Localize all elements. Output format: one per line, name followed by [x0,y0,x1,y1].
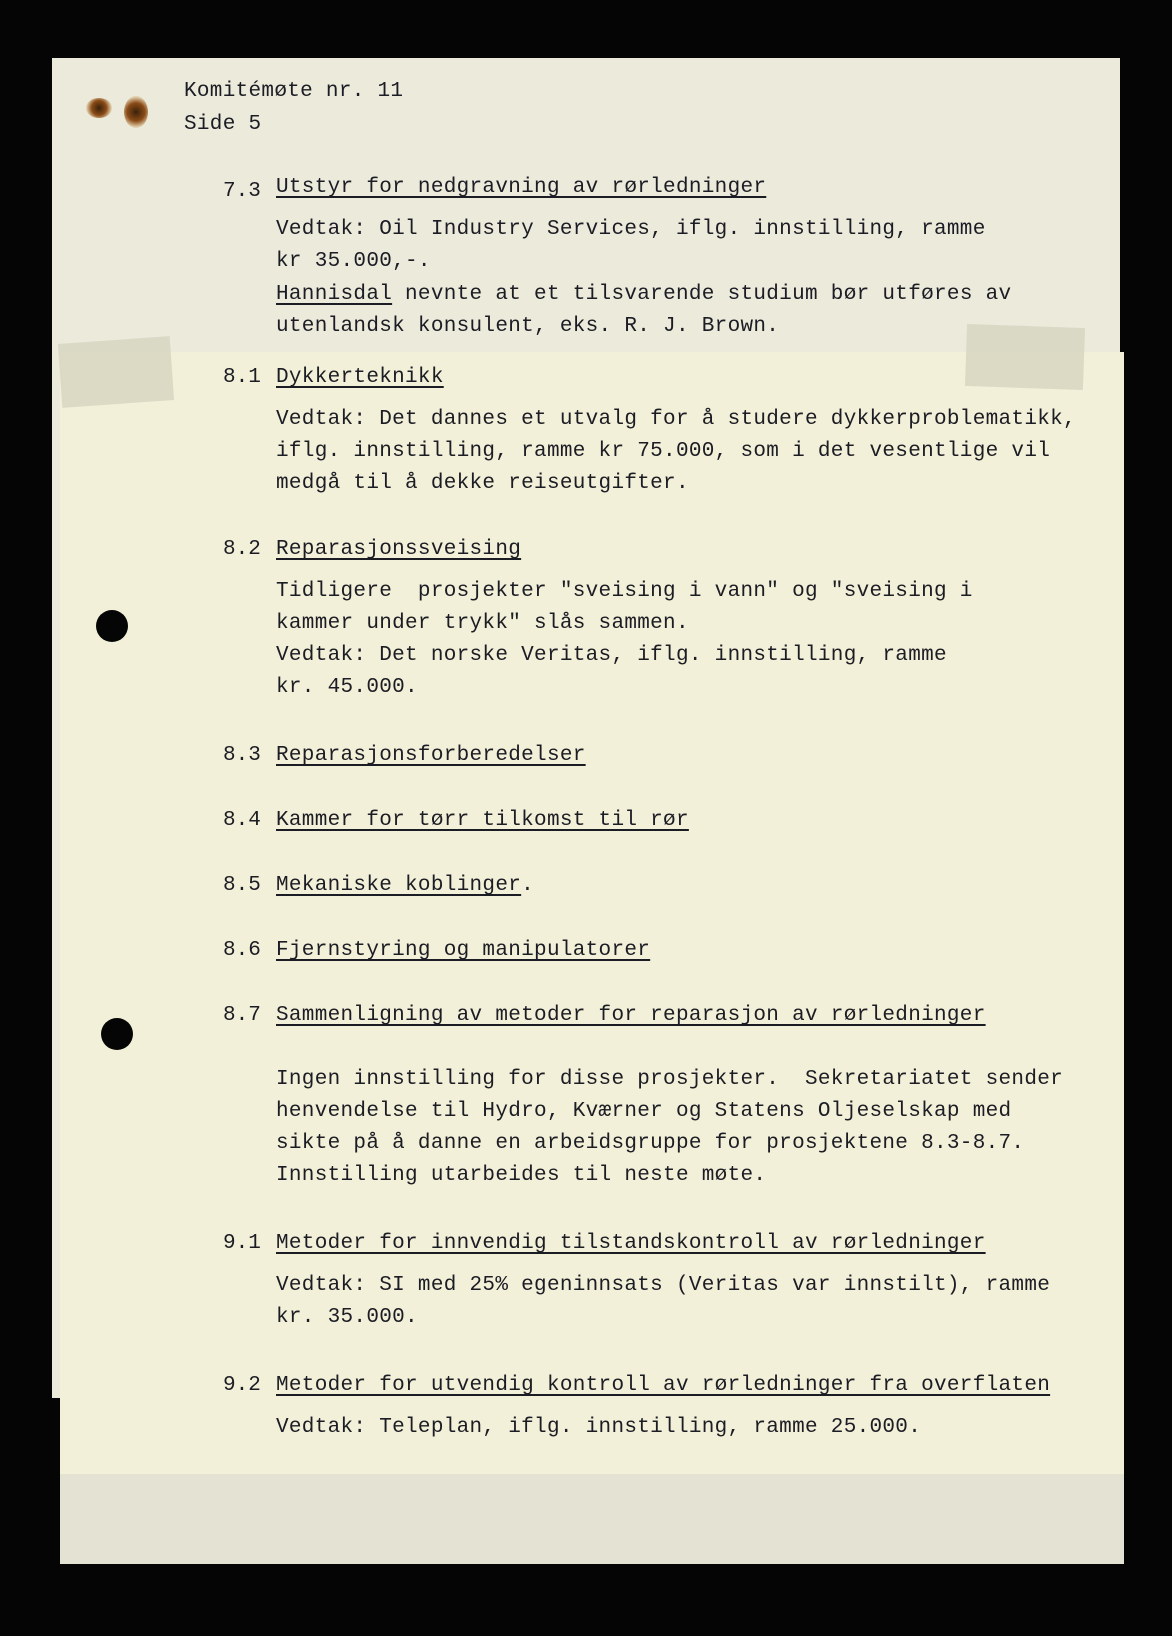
header-title: Komitémøte nr. 11 [184,80,404,103]
section-number: 8.4 [223,809,261,832]
section-title: Kammer for tørr tilkomst til rør [276,809,689,832]
section-line: medgå til å dekke reiseutgifter. [276,472,689,495]
section-number: 8.6 [223,939,261,962]
header-page: Side 5 [184,113,262,136]
section-number: 7.3 [223,180,261,203]
tape-right [965,324,1085,390]
burn-mark [124,96,148,128]
section-title: Metoder for innvendig tilstandskontroll av rørledninger [276,1232,986,1255]
section-title: Utstyr for nedgravning av rørledninger [276,176,767,199]
section-line: kr 35.000,-. [276,250,431,273]
punch-hole-bottom [101,1018,133,1050]
section-line: henvendelse til Hydro, Kværner og Statens Oljeselskap med [276,1100,1012,1123]
section-line: Innstilling utarbeides til neste møte. [276,1164,767,1187]
section-number: 9.1 [223,1232,261,1255]
note-text: nevnte at et tilsvarende studium bør utføres av [392,283,1012,306]
section-line: kr. 35.000. [276,1306,418,1329]
front-sheet [60,352,1124,1474]
section-title: Fjernstyring og manipulatorer [276,939,651,962]
section-number: 8.1 [223,366,261,389]
section-line: Ingen innstilling for disse prosjekter. Sekretariatet sender [276,1068,1064,1091]
section-line: Vedtak: Teleplan, iflg. innstilling, ramme 25.000. [276,1416,922,1439]
section-number: 8.7 [223,1004,261,1027]
section-note [276,279,1011,311]
section-line: Tidligere prosjekter "sveising i vann" og "sveising i [276,580,973,603]
section-number: 8.5 [223,874,261,897]
sheet-bottom-margin [60,1474,1124,1564]
section-title-row [276,870,534,902]
section-line: kr. 45.000. [276,676,418,699]
section-line: sikte på å danne en arbeidsgruppe for prosjektene 8.3-8.7. [276,1132,1025,1155]
section-title: Metoder for utvendig kontroll av rørledninger fra overflaten [276,1374,1051,1397]
section-line: Vedtak: SI med 25% egeninnsats (Veritas var innstilt), ramme [276,1274,1051,1297]
person-name: Hannisdal [276,283,393,306]
section-line: Vedtak: Det dannes et utvalg for å studere dykkerproblematikk, [276,408,1076,431]
burn-mark [86,98,112,118]
section-number: 8.3 [223,744,261,767]
section-title: Reparasjonssveising [276,538,522,561]
section-line: Vedtak: Oil Industry Services, iflg. innstilling, ramme [276,218,986,241]
section-title: Sammenligning av metoder for reparasjon av rørledninger [276,1004,986,1027]
section-line: Vedtak: Det norske Veritas, iflg. innstilling, ramme [276,644,947,667]
tape-left [58,336,174,408]
section-line: kammer under trykk" slås sammen. [276,612,689,635]
section-title: Mekaniske koblinger [276,874,522,897]
section-number: 8.2 [223,538,261,561]
section-line: iflg. innstilling, ramme kr 75.000, som i det vesentlige vil [276,440,1051,463]
section-number: 9.2 [223,1374,261,1397]
section-title: Dykkerteknikk [276,366,444,389]
section-title: Reparasjonsforberedelser [276,744,586,767]
title-suffix: . [521,874,535,897]
section-line: utenlandsk konsulent, eks. R. J. Brown. [276,315,780,338]
punch-hole-top [96,610,128,642]
